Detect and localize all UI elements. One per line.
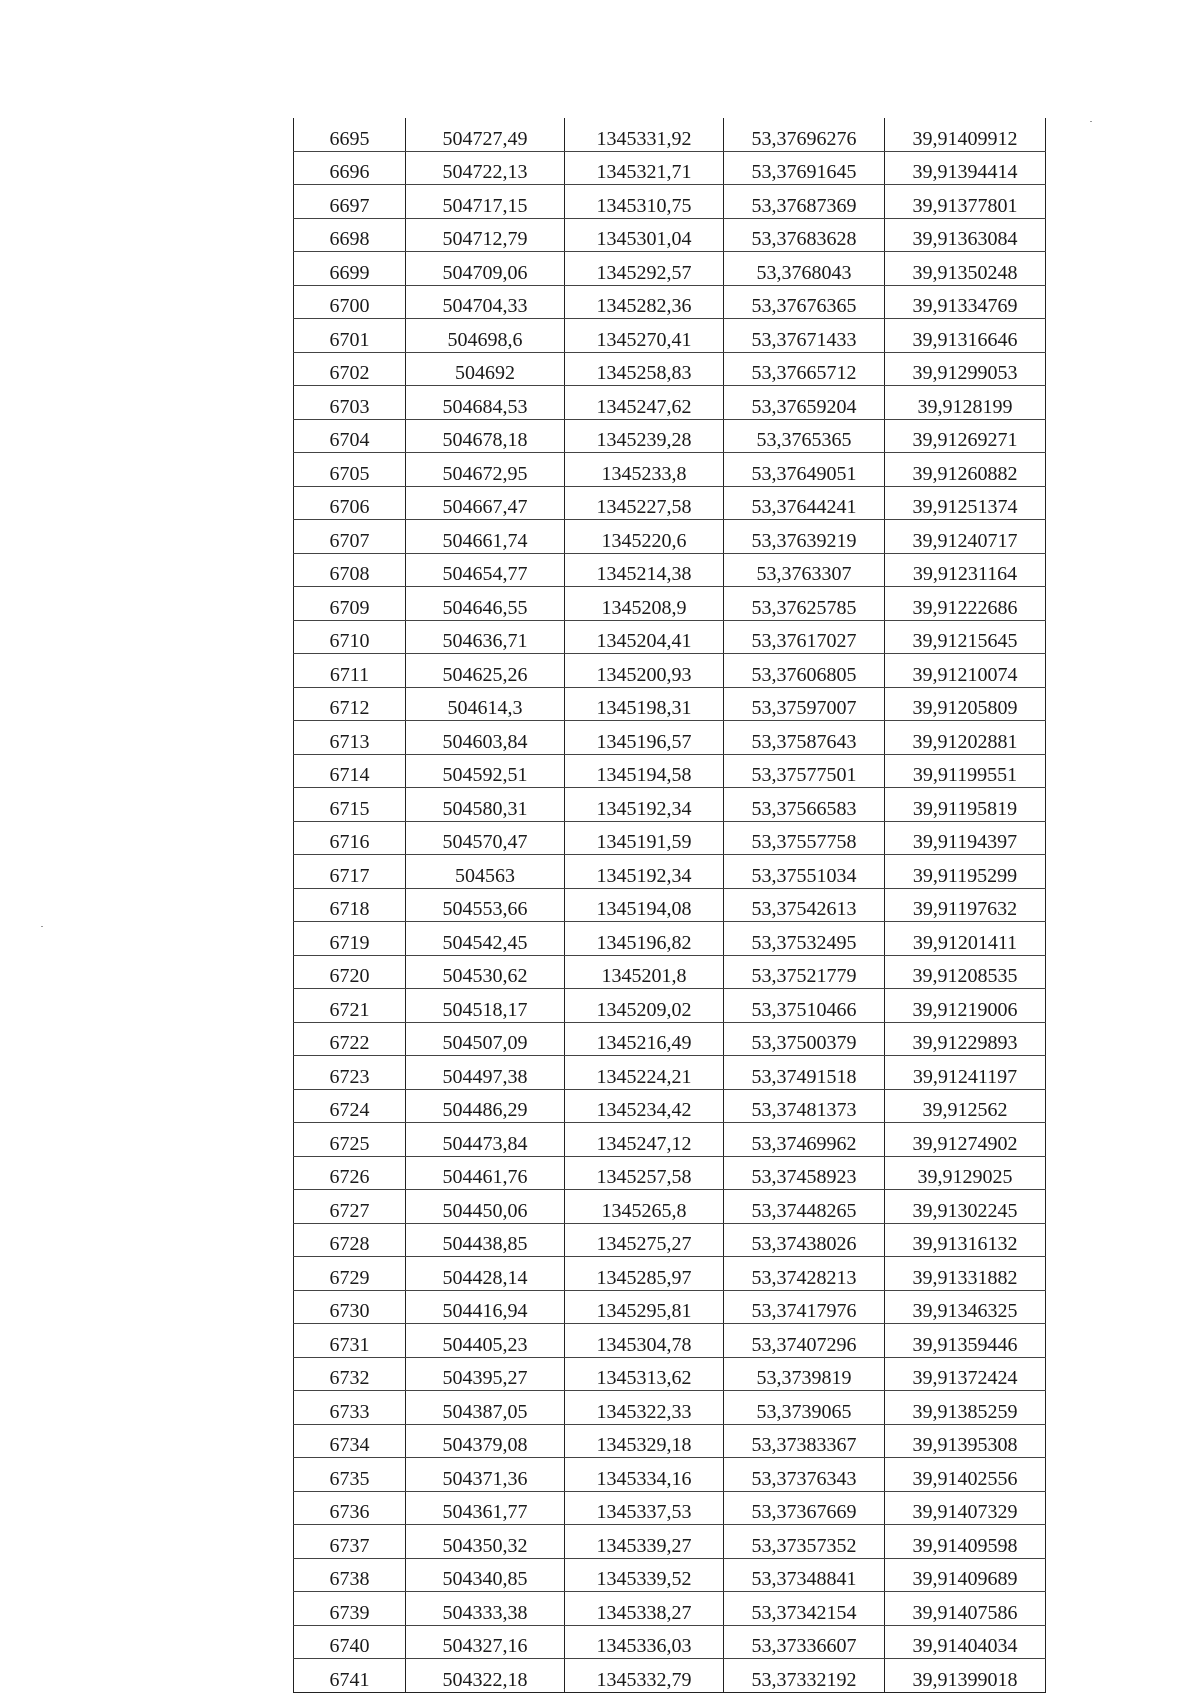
table-row — [294, 453, 1046, 487]
point-number-cell: 6725 — [294, 1123, 406, 1157]
table-row — [294, 218, 1046, 252]
x-coordinate-cell: 504395,27 — [406, 1357, 565, 1391]
y-coordinate-cell: 1345336,03 — [565, 1625, 724, 1659]
point-number-cell: 6710 — [294, 620, 406, 654]
point-number-cell: 6708 — [294, 553, 406, 587]
x-coordinate-cell: 504727,49 — [406, 118, 565, 151]
point-number-cell: 6739 — [294, 1592, 406, 1626]
point-number-cell: 6712 — [294, 687, 406, 721]
point-number-cell: 6726 — [294, 1156, 406, 1190]
x-coordinate-cell: 504438,85 — [406, 1223, 565, 1257]
latitude-cell: 53,37577501 — [724, 754, 885, 788]
point-number-cell: 6737 — [294, 1525, 406, 1559]
point-number-cell: 6741 — [294, 1659, 406, 1693]
point-number-cell: 6721 — [294, 989, 406, 1023]
x-coordinate-cell: 504678,18 — [406, 419, 565, 453]
longitude-cell: 39,91194397 — [885, 821, 1046, 855]
latitude-cell: 53,37348841 — [724, 1558, 885, 1592]
latitude-cell: 53,37332192 — [724, 1659, 885, 1693]
y-coordinate-cell: 1345198,31 — [565, 687, 724, 721]
table-row — [294, 1592, 1046, 1626]
y-coordinate-cell: 1345216,49 — [565, 1022, 724, 1056]
point-number-cell: 6722 — [294, 1022, 406, 1056]
x-coordinate-cell: 504672,95 — [406, 453, 565, 487]
longitude-cell: 39,91399018 — [885, 1659, 1046, 1693]
latitude-cell: 53,37376343 — [724, 1458, 885, 1492]
table-row — [294, 620, 1046, 654]
latitude-cell: 53,37687369 — [724, 185, 885, 219]
y-coordinate-cell: 1345196,82 — [565, 922, 724, 956]
table-row — [294, 520, 1046, 554]
x-coordinate-cell: 504592,51 — [406, 754, 565, 788]
longitude-cell: 39,9129025 — [885, 1156, 1046, 1190]
point-number-cell: 6718 — [294, 888, 406, 922]
y-coordinate-cell: 1345208,9 — [565, 587, 724, 621]
latitude-cell: 53,37676365 — [724, 285, 885, 319]
y-coordinate-cell: 1345331,92 — [565, 118, 724, 151]
x-coordinate-cell: 504717,15 — [406, 185, 565, 219]
x-coordinate-cell: 504654,77 — [406, 553, 565, 587]
table-row — [294, 1525, 1046, 1559]
point-number-cell: 6695 — [294, 118, 406, 151]
longitude-cell: 39,91409689 — [885, 1558, 1046, 1592]
longitude-cell: 39,91331882 — [885, 1257, 1046, 1291]
latitude-cell: 53,37417976 — [724, 1290, 885, 1324]
y-coordinate-cell: 1345201,8 — [565, 955, 724, 989]
table-row — [294, 788, 1046, 822]
point-number-cell: 6699 — [294, 252, 406, 286]
point-number-cell: 6701 — [294, 319, 406, 353]
longitude-cell: 39,91269271 — [885, 419, 1046, 453]
x-coordinate-cell: 504450,06 — [406, 1190, 565, 1224]
table-row — [294, 185, 1046, 219]
y-coordinate-cell: 1345339,52 — [565, 1558, 724, 1592]
latitude-cell: 53,37606805 — [724, 654, 885, 688]
point-number-cell: 6729 — [294, 1257, 406, 1291]
y-coordinate-cell: 1345282,36 — [565, 285, 724, 319]
table-row — [294, 654, 1046, 688]
longitude-cell: 39,91222686 — [885, 587, 1046, 621]
latitude-cell: 53,37639219 — [724, 520, 885, 554]
y-coordinate-cell: 1345214,38 — [565, 553, 724, 587]
point-number-cell: 6717 — [294, 855, 406, 889]
table-row — [294, 922, 1046, 956]
y-coordinate-cell: 1345234,42 — [565, 1089, 724, 1123]
latitude-cell: 53,37510466 — [724, 989, 885, 1023]
y-coordinate-cell: 1345285,97 — [565, 1257, 724, 1291]
y-coordinate-cell: 1345332,79 — [565, 1659, 724, 1693]
x-coordinate-cell: 504542,45 — [406, 922, 565, 956]
table-row — [294, 1324, 1046, 1358]
y-coordinate-cell: 1345339,27 — [565, 1525, 724, 1559]
y-coordinate-cell: 1345191,59 — [565, 821, 724, 855]
x-coordinate-cell: 504692 — [406, 352, 565, 386]
x-coordinate-cell: 504704,33 — [406, 285, 565, 319]
table-row — [294, 1558, 1046, 1592]
latitude-cell: 53,37407296 — [724, 1324, 885, 1358]
latitude-cell: 53,37491518 — [724, 1056, 885, 1090]
x-coordinate-cell: 504486,29 — [406, 1089, 565, 1123]
x-coordinate-cell: 504722,13 — [406, 151, 565, 185]
table-row — [294, 1190, 1046, 1224]
table-row — [294, 1223, 1046, 1257]
y-coordinate-cell: 1345194,08 — [565, 888, 724, 922]
y-coordinate-cell: 1345194,58 — [565, 754, 724, 788]
table-row — [294, 855, 1046, 889]
y-coordinate-cell: 1345337,53 — [565, 1491, 724, 1525]
x-coordinate-cell: 504371,36 — [406, 1458, 565, 1492]
latitude-cell: 53,37683628 — [724, 218, 885, 252]
table-row — [294, 721, 1046, 755]
latitude-cell: 53,37383367 — [724, 1424, 885, 1458]
y-coordinate-cell: 1345270,41 — [565, 319, 724, 353]
x-coordinate-cell: 504684,53 — [406, 386, 565, 420]
coordinates-table — [293, 118, 1046, 1693]
point-number-cell: 6703 — [294, 386, 406, 420]
longitude-cell: 39,91199551 — [885, 754, 1046, 788]
y-coordinate-cell: 1345329,18 — [565, 1424, 724, 1458]
table-row — [294, 587, 1046, 621]
latitude-cell: 53,37649051 — [724, 453, 885, 487]
latitude-cell: 53,37342154 — [724, 1592, 885, 1626]
table-row — [294, 821, 1046, 855]
y-coordinate-cell: 1345257,58 — [565, 1156, 724, 1190]
table-row — [294, 888, 1046, 922]
point-number-cell: 6714 — [294, 754, 406, 788]
latitude-cell: 53,37551034 — [724, 855, 885, 889]
longitude-cell: 39,91385259 — [885, 1391, 1046, 1425]
point-number-cell: 6697 — [294, 185, 406, 219]
table-row — [294, 1357, 1046, 1391]
x-coordinate-cell: 504625,26 — [406, 654, 565, 688]
y-coordinate-cell: 1345239,28 — [565, 419, 724, 453]
y-coordinate-cell: 1345220,6 — [565, 520, 724, 554]
x-coordinate-cell: 504530,62 — [406, 955, 565, 989]
longitude-cell: 39,91274902 — [885, 1123, 1046, 1157]
table-row — [294, 1391, 1046, 1425]
x-coordinate-cell: 504553,66 — [406, 888, 565, 922]
point-number-cell: 6704 — [294, 419, 406, 453]
x-coordinate-cell: 504387,05 — [406, 1391, 565, 1425]
longitude-cell: 39,91260882 — [885, 453, 1046, 487]
latitude-cell: 53,37566583 — [724, 788, 885, 822]
table-row — [294, 1290, 1046, 1324]
y-coordinate-cell: 1345292,57 — [565, 252, 724, 286]
point-number-cell: 6740 — [294, 1625, 406, 1659]
y-coordinate-cell: 1345200,93 — [565, 654, 724, 688]
longitude-cell: 39,91316646 — [885, 319, 1046, 353]
x-coordinate-cell: 504563 — [406, 855, 565, 889]
scan-speck — [41, 926, 43, 927]
longitude-cell: 39,91195819 — [885, 788, 1046, 822]
latitude-cell: 53,37448265 — [724, 1190, 885, 1224]
x-coordinate-cell: 504416,94 — [406, 1290, 565, 1324]
longitude-cell: 39,9128199 — [885, 386, 1046, 420]
latitude-cell: 53,37532495 — [724, 922, 885, 956]
point-number-cell: 6713 — [294, 721, 406, 755]
longitude-cell: 39,91404034 — [885, 1625, 1046, 1659]
longitude-cell: 39,91407586 — [885, 1592, 1046, 1626]
x-coordinate-cell: 504405,23 — [406, 1324, 565, 1358]
table-row — [294, 1659, 1046, 1693]
latitude-cell: 53,37521779 — [724, 955, 885, 989]
point-number-cell: 6700 — [294, 285, 406, 319]
longitude-cell: 39,91202881 — [885, 721, 1046, 755]
x-coordinate-cell: 504580,31 — [406, 788, 565, 822]
table-row — [294, 1123, 1046, 1157]
longitude-cell: 39,91409912 — [885, 118, 1046, 151]
point-number-cell: 6734 — [294, 1424, 406, 1458]
x-coordinate-cell: 504350,32 — [406, 1525, 565, 1559]
x-coordinate-cell: 504712,79 — [406, 218, 565, 252]
x-coordinate-cell: 504379,08 — [406, 1424, 565, 1458]
latitude-cell: 53,37458923 — [724, 1156, 885, 1190]
table-row — [294, 118, 1046, 151]
y-coordinate-cell: 1345275,27 — [565, 1223, 724, 1257]
table-row — [294, 285, 1046, 319]
longitude-cell: 39,91346325 — [885, 1290, 1046, 1324]
table-row — [294, 352, 1046, 386]
point-number-cell: 6709 — [294, 587, 406, 621]
scan-speck — [1090, 121, 1092, 122]
longitude-cell: 39,91316132 — [885, 1223, 1046, 1257]
table-row — [294, 1056, 1046, 1090]
point-number-cell: 6735 — [294, 1458, 406, 1492]
latitude-cell: 53,37691645 — [724, 151, 885, 185]
y-coordinate-cell: 1345313,62 — [565, 1357, 724, 1391]
point-number-cell: 6696 — [294, 151, 406, 185]
table-row — [294, 1257, 1046, 1291]
y-coordinate-cell: 1345247,12 — [565, 1123, 724, 1157]
longitude-cell: 39,91241197 — [885, 1056, 1046, 1090]
x-coordinate-cell: 504646,55 — [406, 587, 565, 621]
longitude-cell: 39,91395308 — [885, 1424, 1046, 1458]
latitude-cell: 53,37617027 — [724, 620, 885, 654]
x-coordinate-cell: 504322,18 — [406, 1659, 565, 1693]
latitude-cell: 53,3768043 — [724, 252, 885, 286]
longitude-cell: 39,91407329 — [885, 1491, 1046, 1525]
point-number-cell: 6698 — [294, 218, 406, 252]
x-coordinate-cell: 504667,47 — [406, 486, 565, 520]
x-coordinate-cell: 504518,17 — [406, 989, 565, 1023]
point-number-cell: 6711 — [294, 654, 406, 688]
point-number-cell: 6730 — [294, 1290, 406, 1324]
point-number-cell: 6719 — [294, 922, 406, 956]
point-number-cell: 6728 — [294, 1223, 406, 1257]
longitude-cell: 39,91240717 — [885, 520, 1046, 554]
latitude-cell: 53,37438026 — [724, 1223, 885, 1257]
x-coordinate-cell: 504333,38 — [406, 1592, 565, 1626]
latitude-cell: 53,37542613 — [724, 888, 885, 922]
longitude-cell: 39,91350248 — [885, 252, 1046, 286]
y-coordinate-cell: 1345227,58 — [565, 486, 724, 520]
latitude-cell: 53,37625785 — [724, 587, 885, 621]
longitude-cell: 39,91359446 — [885, 1324, 1046, 1358]
table-row — [294, 1625, 1046, 1659]
table-row — [294, 687, 1046, 721]
longitude-cell: 39,91197632 — [885, 888, 1046, 922]
y-coordinate-cell: 1345209,02 — [565, 989, 724, 1023]
latitude-cell: 53,37597007 — [724, 687, 885, 721]
y-coordinate-cell: 1345192,34 — [565, 788, 724, 822]
latitude-cell: 53,37644241 — [724, 486, 885, 520]
point-number-cell: 6732 — [294, 1357, 406, 1391]
y-coordinate-cell: 1345322,33 — [565, 1391, 724, 1425]
longitude-cell: 39,91402556 — [885, 1458, 1046, 1492]
longitude-cell: 39,91251374 — [885, 486, 1046, 520]
point-number-cell: 6723 — [294, 1056, 406, 1090]
longitude-cell: 39,91195299 — [885, 855, 1046, 889]
point-number-cell: 6731 — [294, 1324, 406, 1358]
x-coordinate-cell: 504361,77 — [406, 1491, 565, 1525]
latitude-cell: 53,37671433 — [724, 319, 885, 353]
table-row — [294, 1458, 1046, 1492]
y-coordinate-cell: 1345233,8 — [565, 453, 724, 487]
y-coordinate-cell: 1345192,34 — [565, 855, 724, 889]
longitude-cell: 39,91201411 — [885, 922, 1046, 956]
latitude-cell: 53,37428213 — [724, 1257, 885, 1291]
longitude-cell: 39,91215645 — [885, 620, 1046, 654]
longitude-cell: 39,91219006 — [885, 989, 1046, 1023]
latitude-cell: 53,37587643 — [724, 721, 885, 755]
point-number-cell: 6706 — [294, 486, 406, 520]
longitude-cell: 39,91231164 — [885, 553, 1046, 587]
latitude-cell: 53,37481373 — [724, 1089, 885, 1123]
latitude-cell: 53,37557758 — [724, 821, 885, 855]
x-coordinate-cell: 504636,71 — [406, 620, 565, 654]
y-coordinate-cell: 1345301,04 — [565, 218, 724, 252]
longitude-cell: 39,91377801 — [885, 185, 1046, 219]
point-number-cell: 6707 — [294, 520, 406, 554]
table-row — [294, 955, 1046, 989]
y-coordinate-cell: 1345334,16 — [565, 1458, 724, 1492]
latitude-cell: 53,3765365 — [724, 419, 885, 453]
point-number-cell: 6720 — [294, 955, 406, 989]
y-coordinate-cell: 1345204,41 — [565, 620, 724, 654]
x-coordinate-cell: 504428,14 — [406, 1257, 565, 1291]
longitude-cell: 39,91409598 — [885, 1525, 1046, 1559]
y-coordinate-cell: 1345258,83 — [565, 352, 724, 386]
x-coordinate-cell: 504497,38 — [406, 1056, 565, 1090]
latitude-cell: 53,37469962 — [724, 1123, 885, 1157]
x-coordinate-cell: 504570,47 — [406, 821, 565, 855]
latitude-cell: 53,3739065 — [724, 1391, 885, 1425]
point-number-cell: 6715 — [294, 788, 406, 822]
x-coordinate-cell: 504614,3 — [406, 687, 565, 721]
table-row — [294, 252, 1046, 286]
x-coordinate-cell: 504327,16 — [406, 1625, 565, 1659]
table-row — [294, 1089, 1046, 1123]
x-coordinate-cell: 504507,09 — [406, 1022, 565, 1056]
longitude-cell: 39,91205809 — [885, 687, 1046, 721]
table-row — [294, 1022, 1046, 1056]
point-number-cell: 6738 — [294, 1558, 406, 1592]
y-coordinate-cell: 1345247,62 — [565, 386, 724, 420]
point-number-cell: 6702 — [294, 352, 406, 386]
y-coordinate-cell: 1345265,8 — [565, 1190, 724, 1224]
longitude-cell: 39,91208535 — [885, 955, 1046, 989]
latitude-cell: 53,37357352 — [724, 1525, 885, 1559]
latitude-cell: 53,37659204 — [724, 386, 885, 420]
y-coordinate-cell: 1345295,81 — [565, 1290, 724, 1324]
x-coordinate-cell: 504661,74 — [406, 520, 565, 554]
coordinates-table-body — [294, 118, 1046, 1692]
table-row — [294, 386, 1046, 420]
table-row — [294, 151, 1046, 185]
longitude-cell: 39,912562 — [885, 1089, 1046, 1123]
longitude-cell: 39,91334769 — [885, 285, 1046, 319]
longitude-cell: 39,91229893 — [885, 1022, 1046, 1056]
table-row — [294, 1491, 1046, 1525]
point-number-cell: 6733 — [294, 1391, 406, 1425]
x-coordinate-cell: 504603,84 — [406, 721, 565, 755]
latitude-cell: 53,3763307 — [724, 553, 885, 587]
point-number-cell: 6727 — [294, 1190, 406, 1224]
longitude-cell: 39,91302245 — [885, 1190, 1046, 1224]
point-number-cell: 6724 — [294, 1089, 406, 1123]
y-coordinate-cell: 1345310,75 — [565, 185, 724, 219]
x-coordinate-cell: 504698,6 — [406, 319, 565, 353]
table-row — [294, 553, 1046, 587]
latitude-cell: 53,37665712 — [724, 352, 885, 386]
longitude-cell: 39,91299053 — [885, 352, 1046, 386]
table-row — [294, 1424, 1046, 1458]
table-row — [294, 486, 1046, 520]
x-coordinate-cell: 504461,76 — [406, 1156, 565, 1190]
longitude-cell: 39,91363084 — [885, 218, 1046, 252]
table-row — [294, 319, 1046, 353]
y-coordinate-cell: 1345224,21 — [565, 1056, 724, 1090]
point-number-cell: 6736 — [294, 1491, 406, 1525]
table-row — [294, 419, 1046, 453]
table-row — [294, 1156, 1046, 1190]
longitude-cell: 39,91394414 — [885, 151, 1046, 185]
latitude-cell: 53,37500379 — [724, 1022, 885, 1056]
table-row — [294, 754, 1046, 788]
longitude-cell: 39,91210074 — [885, 654, 1046, 688]
table-row — [294, 989, 1046, 1023]
x-coordinate-cell: 504709,06 — [406, 252, 565, 286]
y-coordinate-cell: 1345338,27 — [565, 1592, 724, 1626]
y-coordinate-cell: 1345196,57 — [565, 721, 724, 755]
latitude-cell: 53,3739819 — [724, 1357, 885, 1391]
latitude-cell: 53,37367669 — [724, 1491, 885, 1525]
x-coordinate-cell: 504473,84 — [406, 1123, 565, 1157]
y-coordinate-cell: 1345321,71 — [565, 151, 724, 185]
x-coordinate-cell: 504340,85 — [406, 1558, 565, 1592]
y-coordinate-cell: 1345304,78 — [565, 1324, 724, 1358]
point-number-cell: 6705 — [294, 453, 406, 487]
latitude-cell: 53,37336607 — [724, 1625, 885, 1659]
point-number-cell: 6716 — [294, 821, 406, 855]
longitude-cell: 39,91372424 — [885, 1357, 1046, 1391]
latitude-cell: 53,37696276 — [724, 118, 885, 151]
